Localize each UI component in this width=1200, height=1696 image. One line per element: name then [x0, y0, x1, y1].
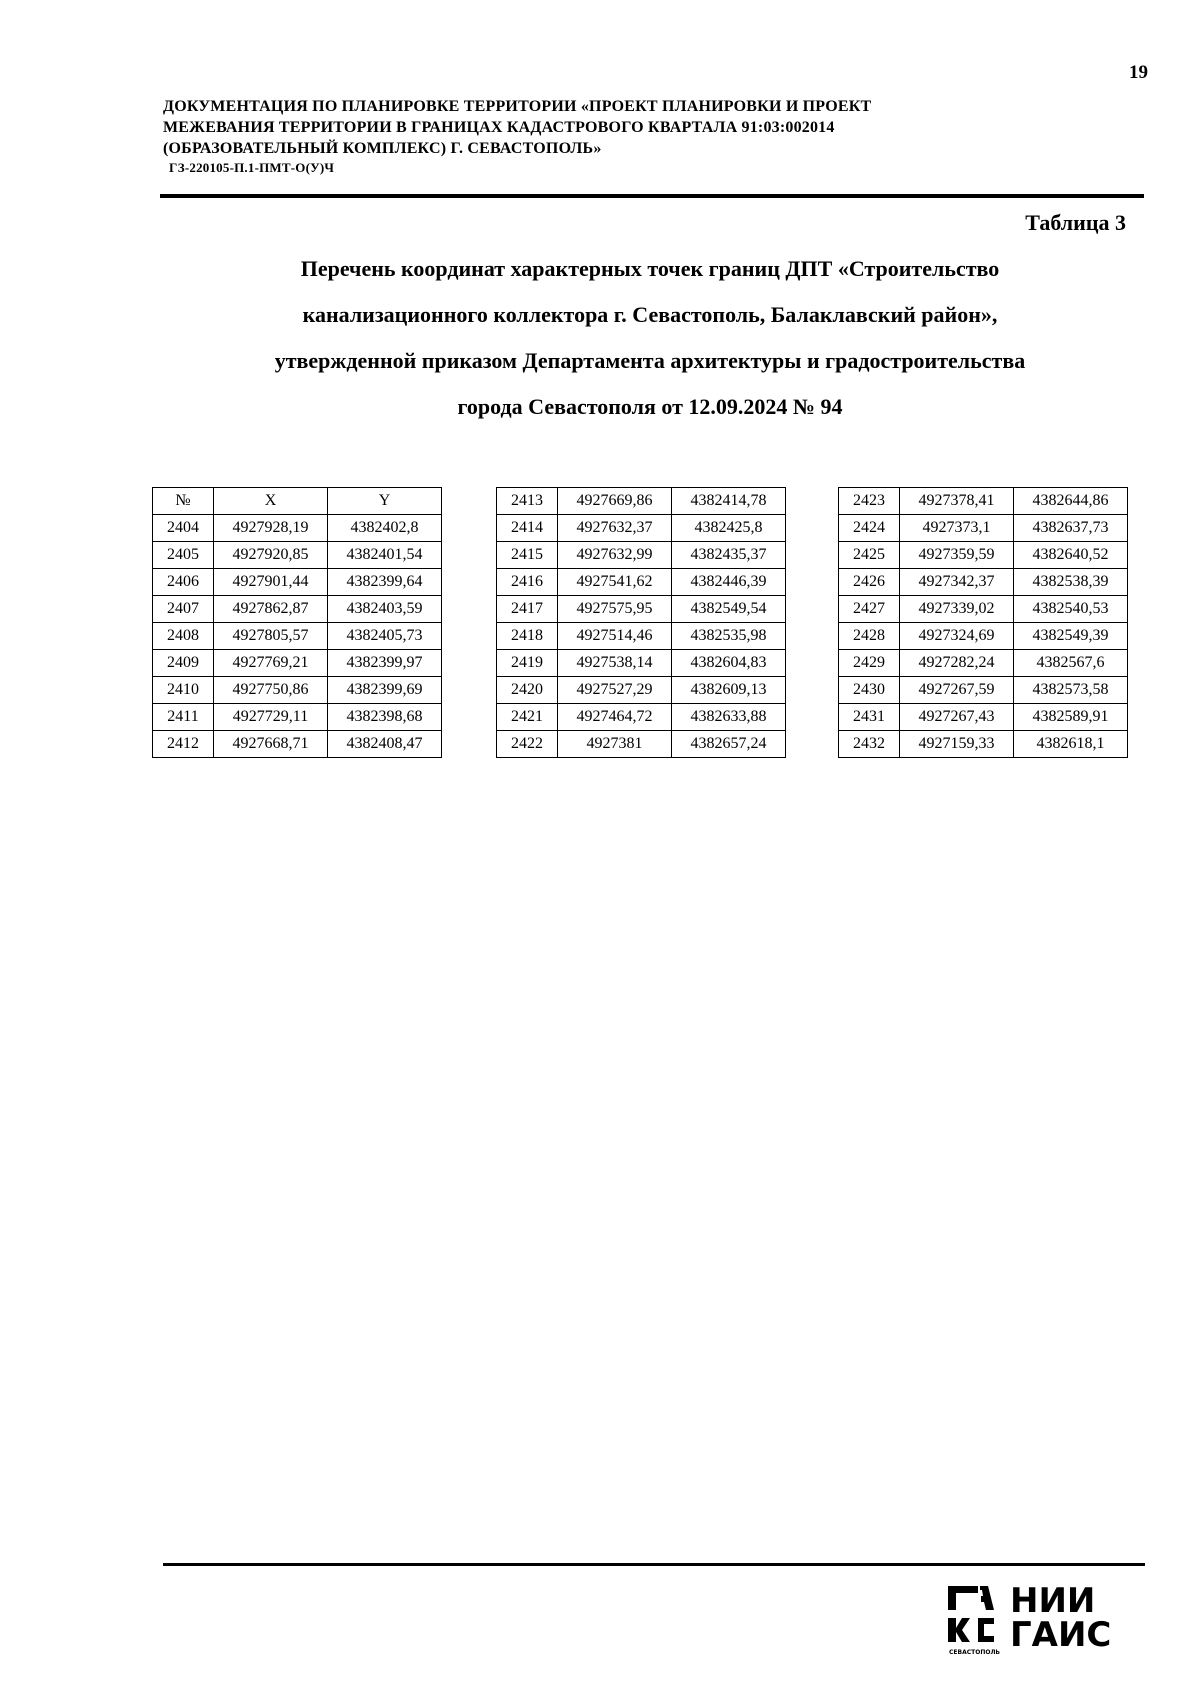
title-line: канализационного коллектора г. Севастополь, Балаклавский район», [302, 302, 998, 327]
coord-x: 4927729,11 [214, 704, 328, 731]
table-row [497, 542, 786, 569]
coord-x: 4927669,86 [558, 488, 672, 515]
coord-x: 4927378,41 [900, 488, 1014, 515]
table-row [497, 704, 786, 731]
title-line: утвержденной приказом Департамента архитектуры и градостроительства [274, 348, 1026, 373]
coord-y: 4382604,83 [672, 650, 786, 677]
coordinates-table-1 [152, 487, 442, 758]
coord-x: 4927750,86 [214, 677, 328, 704]
coord-x: 4927538,14 [558, 650, 672, 677]
point-number: 2417 [497, 596, 558, 623]
coord-x: 4927668,71 [214, 731, 328, 758]
coord-y: 4382535,98 [672, 623, 786, 650]
table-row [497, 515, 786, 542]
table-row [497, 488, 786, 515]
header-line: (ОБРАЗОВАТЕЛЬНЫЙ КОМПЛЕКС) Г. СЕВАСТОПОЛЬ» [163, 140, 602, 157]
point-number: 2421 [497, 704, 558, 731]
point-number: 2425 [839, 542, 900, 569]
point-number: 2407 [153, 596, 214, 623]
table-header-row [153, 488, 442, 515]
table-row [497, 596, 786, 623]
logo-mark [948, 1586, 994, 1642]
coord-y: 4382401,54 [328, 542, 442, 569]
coord-y: 4382567,6 [1014, 650, 1128, 677]
table-row [839, 596, 1128, 623]
logo-text-top: НИИ [1010, 1582, 1096, 1621]
point-number: 2404 [153, 515, 214, 542]
coord-y: 4382657,24 [672, 731, 786, 758]
coord-x: 4927267,43 [900, 704, 1014, 731]
table-row [839, 677, 1128, 704]
coord-y: 4382435,37 [672, 542, 786, 569]
coordinates-table-2 [496, 487, 786, 758]
table-row [839, 488, 1128, 515]
table-row [153, 650, 442, 677]
point-number: 2427 [839, 596, 900, 623]
point-number: 2428 [839, 623, 900, 650]
coord-y: 4382403,59 [328, 596, 442, 623]
document-header [163, 96, 1043, 176]
coord-x: 4927901,44 [214, 569, 328, 596]
coord-y: 4382538,39 [1014, 569, 1128, 596]
table-row [153, 704, 442, 731]
table-row [153, 542, 442, 569]
coord-x: 4927527,29 [558, 677, 672, 704]
coord-x: 4927381 [558, 731, 672, 758]
point-number: 2426 [839, 569, 900, 596]
table-label: Таблица 3 [1025, 210, 1126, 235]
point-number: 2410 [153, 677, 214, 704]
point-number: 2406 [153, 569, 214, 596]
coord-y: 4382573,58 [1014, 677, 1128, 704]
coord-x: 4927342,37 [900, 569, 1014, 596]
table-row [153, 623, 442, 650]
point-number: 2418 [497, 623, 558, 650]
column-header-y: Y [328, 488, 442, 515]
point-number: 2420 [497, 677, 558, 704]
table-row [839, 650, 1128, 677]
header-line: ДОКУМЕНТАЦИЯ ПО ПЛАНИРОВКЕ ТЕРРИТОРИИ «ПРОЕКТ ПЛАНИРОВКИ И ПРОЕКТ [163, 98, 872, 115]
coord-x: 4927359,59 [900, 542, 1014, 569]
point-number: 2408 [153, 623, 214, 650]
point-number: 2429 [839, 650, 900, 677]
coord-x: 4927339,02 [900, 596, 1014, 623]
coord-y: 4382399,69 [328, 677, 442, 704]
table-row [839, 704, 1128, 731]
coord-y: 4382402,8 [328, 515, 442, 542]
table-row [839, 515, 1128, 542]
coord-x: 4927769,21 [214, 650, 328, 677]
point-number: 2414 [497, 515, 558, 542]
document-code: ГЗ-220105-П.1-ПМТ-О(У)Ч [169, 160, 335, 175]
table-row [497, 677, 786, 704]
coord-y: 4382398,68 [328, 704, 442, 731]
logo-subtitle: СЕВАСТОПОЛЬ [949, 1649, 1000, 1656]
title-line: Перечень координат характерных точек границ ДПТ «Строительство [300, 256, 1000, 281]
coord-y: 4382618,1 [1014, 731, 1128, 758]
coord-y: 4382540,53 [1014, 596, 1128, 623]
coord-x: 4927464,72 [558, 704, 672, 731]
title-line: города Севастополя от 12.09.2024 № 94 [457, 394, 843, 419]
point-number: 2413 [497, 488, 558, 515]
table-row [153, 677, 442, 704]
coord-y: 4382549,39 [1014, 623, 1128, 650]
column-header-x: X [214, 488, 328, 515]
coord-x: 4927373,1 [900, 515, 1014, 542]
table-row [153, 515, 442, 542]
coord-y: 4382414,78 [672, 488, 786, 515]
point-number: 2431 [839, 704, 900, 731]
point-number: 2419 [497, 650, 558, 677]
coord-x: 4927928,19 [214, 515, 328, 542]
coord-x: 4927920,85 [214, 542, 328, 569]
table-row [497, 569, 786, 596]
table-row [839, 569, 1128, 596]
table-row [497, 623, 786, 650]
point-number: 2411 [153, 704, 214, 731]
coord-y: 4382405,73 [328, 623, 442, 650]
coord-x: 4927514,46 [558, 623, 672, 650]
table-row [839, 731, 1128, 758]
point-number: 2415 [497, 542, 558, 569]
coord-x: 4927324,69 [900, 623, 1014, 650]
point-number: 2405 [153, 542, 214, 569]
coord-y: 4382637,73 [1014, 515, 1128, 542]
coord-y: 4382633,88 [672, 704, 786, 731]
logo-text-bottom: ГАИС [1010, 1615, 1112, 1655]
table-row [153, 731, 442, 758]
coord-y: 4382589,91 [1014, 704, 1128, 731]
header-divider [160, 194, 1144, 198]
table-row [839, 542, 1128, 569]
column-header-number: № [153, 488, 214, 515]
coord-y: 4382425,8 [672, 515, 786, 542]
table-row [497, 650, 786, 677]
table-row [497, 731, 786, 758]
coord-y: 4382644,86 [1014, 488, 1128, 515]
coord-y: 4382609,13 [672, 677, 786, 704]
coord-y: 4382408,47 [328, 731, 442, 758]
coordinates-table-3 [838, 487, 1128, 758]
coord-x: 4927282,24 [900, 650, 1014, 677]
coord-x: 4927159,33 [900, 731, 1014, 758]
point-number: 2409 [153, 650, 214, 677]
coord-y: 4382640,52 [1014, 542, 1128, 569]
page-number: 19 [1129, 62, 1148, 83]
point-number: 2422 [497, 731, 558, 758]
nii-gais-logo [948, 1582, 1126, 1658]
coord-x: 4927575,95 [558, 596, 672, 623]
point-number: 2412 [153, 731, 214, 758]
coord-y: 4382446,39 [672, 569, 786, 596]
coord-x: 4927632,99 [558, 542, 672, 569]
point-number: 2416 [497, 569, 558, 596]
coord-x: 4927862,87 [214, 596, 328, 623]
coord-y: 4382399,64 [328, 569, 442, 596]
coord-x: 4927267,59 [900, 677, 1014, 704]
point-number: 2430 [839, 677, 900, 704]
table-row [839, 623, 1128, 650]
coord-y: 4382399,97 [328, 650, 442, 677]
point-number: 2424 [839, 515, 900, 542]
coord-x: 4927632,37 [558, 515, 672, 542]
coord-x: 4927541,62 [558, 569, 672, 596]
point-number: 2432 [839, 731, 900, 758]
header-line: МЕЖЕВАНИЯ ТЕРРИТОРИИ В ГРАНИЦАХ КАДАСТРОВОГО КВАРТАЛА 91:03:002014 [163, 119, 835, 136]
table-row [153, 596, 442, 623]
coord-y: 4382549,54 [672, 596, 786, 623]
coord-x: 4927805,57 [214, 623, 328, 650]
table-title [170, 246, 1130, 430]
table-row [153, 569, 442, 596]
footer-divider [163, 1563, 1145, 1566]
point-number: 2423 [839, 488, 900, 515]
